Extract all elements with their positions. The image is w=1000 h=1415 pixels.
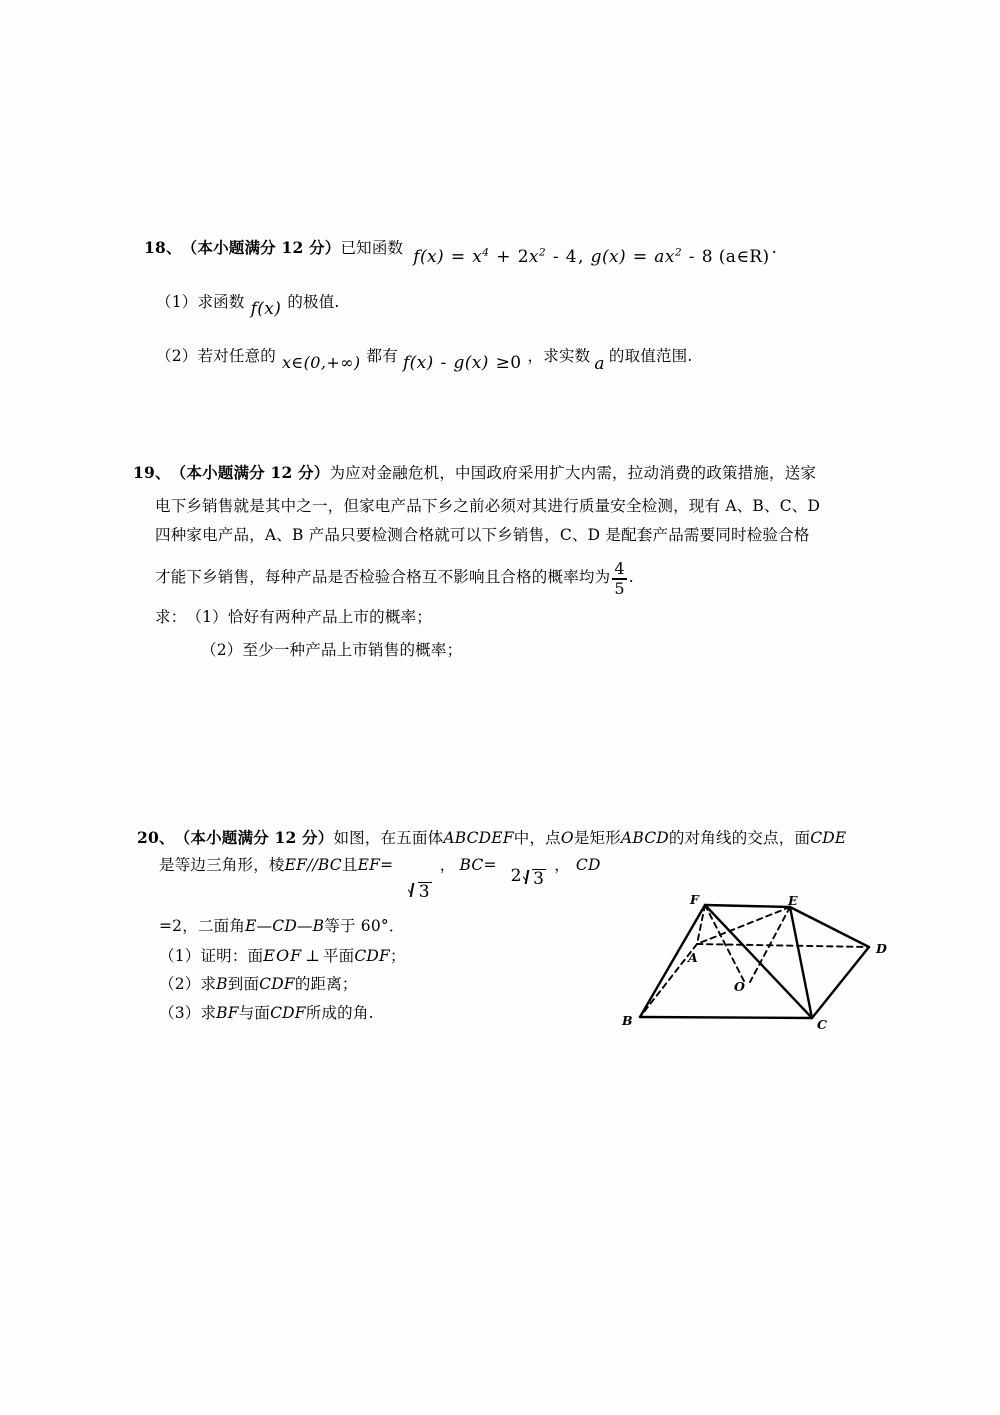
formula-minus2: - [688,247,695,267]
p20-part3-marker: （3） [159,1004,201,1022]
part-2-text-tail: 求实数 [543,347,591,365]
problem-20-line-1 [137,830,897,854]
formula-f-arg: (x) [419,247,445,267]
problem-18 [144,240,884,374]
formula-domain: (a∈R) [718,247,770,267]
vertex-label-A: A [688,950,698,965]
formula-eq2: = [632,247,648,267]
formula-coef2: 2 [517,247,529,267]
part-2-ineq-f: f(x) [402,353,434,373]
p20-part1-before: 证明：面 [200,947,264,965]
problem-18-number: 18、 [144,238,182,257]
problem-19-line-1 [133,465,893,490]
problem-19-number: 19、 [133,463,171,482]
p20-part1-end: ； [390,947,406,965]
figure-hidden-edges [640,905,869,1017]
formula-a-coef: a [654,247,665,267]
vertex-label-D: D [876,941,887,956]
p20-part3-italic-BF: BF [216,1004,239,1022]
part-2-marker: （2） [156,347,198,365]
figure-solid-edges [640,905,869,1018]
formula-plus: + [496,247,511,267]
formula-eq: = [450,247,466,267]
formula-g-var: x [664,247,675,267]
problem-20-line2-comma1: ， [439,856,456,874]
problem-20-number: 20、 [137,828,175,847]
p20-part2-mid: 到面 [227,975,260,993]
edge-FC [705,905,812,1018]
problem-18-marks: （本小题满分 12 分） [181,238,341,257]
problem-20-line2-a: 是等边三角形，棱 [159,856,285,874]
problem-18-stem-lead: 已知函数 [340,239,404,257]
problem-19-line-2: 电下乡销售就是其中之一，但家电产品下乡之前必须对其进行质量安全检测，现有 A、B、C、D [155,497,821,515]
problem-20-line3-eq: =2， [159,917,198,935]
fraction-numerator: 4 [614,559,625,579]
problem-19-ask-label: 求： [155,608,187,626]
problem-20-line-2 [137,856,897,902]
formula-comma: , [578,247,584,267]
edge-CB [640,1017,812,1018]
part-2-text-end: 的取值范围. [608,347,693,365]
part-1-text-before: 求函数 [197,293,245,311]
p20-part3-italic-CDF: CDF [270,1004,306,1022]
radical-1-radicand: 3 [418,882,430,902]
formula-exp2: 2 [538,246,547,259]
vertex-label-F: F [690,892,699,907]
formula-g-arg: (x) [601,247,626,267]
probability-period: . [628,568,634,587]
problem-20-italic-CDE: CDE [810,829,847,847]
formula-f-name: f [413,247,420,267]
part-2-domain: x∈(0,+∞) [281,353,361,372]
solid-figure-ABCDEF [598,886,898,1046]
radical-2-radicand: 3 [533,869,545,889]
edge-DC [812,947,869,1018]
problem-18-part-2 [144,348,884,374]
formula-minus: - [552,247,559,267]
problem-20-line1-b: 中，点 [513,829,561,847]
vertex-label-O: O [734,979,745,994]
problem-18-stem [144,240,884,266]
p20-part1-italic-CDF: CDF [354,947,391,965]
problem-20-line2-eq2: = [483,856,497,874]
p20-part2-italic-CDF: CDF [259,975,295,993]
p20-part1-italic-EOF: EOF [263,946,303,965]
vertex-label-E: E [788,893,798,908]
part-2-ineq-minus: - [440,353,447,373]
problem-19-line-3: 四种家电产品，A、B 产品只要检测合格就可以下乡销售，C、D 是配套产品需要同时检验合格 [155,526,810,544]
vertex-label-B: B [622,1013,633,1028]
problem-19-body-line-1: 为应对金融危机，中国政府采用扩大内需，拉动消费的政策措施，送家 [329,464,817,482]
p20-part3-end: 所成的角. [305,1004,374,1022]
vertex-label-C: C [817,1017,827,1032]
p20-part2-marker: （2） [159,975,201,993]
problem-19-body-line-4: 才能下乡销售，每种产品是否检验合格互不影响且合格的概率均为 [155,568,611,587]
problem-20-line2-comma2: ， [554,856,570,874]
problem-18-part-1 [144,294,884,320]
problem-20-italic-ABCD: ABCD [620,829,669,847]
formula-const1: 4 [565,247,578,267]
problem-19-question-1-text: （1）恰好有两种产品上市的概率； [186,608,432,626]
problem-20-line1-d: 的对角线的交点，面 [668,829,811,847]
fraction-denominator: 5 [614,578,625,598]
radical-2-coef: 2 [510,866,522,886]
part-2-text-before: 若对任意的 [197,347,276,365]
figure-vertex-labels [621,892,887,1032]
problem-18-period: . [771,238,778,258]
problem-20-line3-b: 等于 60°． [324,917,405,935]
formula-exp1: 4 [482,246,490,259]
problem-19 [133,465,893,662]
problem-20-line3-a: 二面角 [197,917,246,935]
p20-part2-italic-B: B [216,975,228,993]
part-2-text-mid: 都有 [366,347,398,365]
radical-2-sign [522,867,533,886]
p20-part2-end: 的距离； [294,975,358,993]
probability-fraction [610,561,628,597]
p20-part3-mid: 与面 [238,1004,271,1022]
problem-20-italic-O: O [560,829,574,847]
problem-20-line1-c: 是矩形 [573,829,621,847]
formula-var1: x [472,247,483,267]
edge-ED [790,907,869,947]
problem-20-marks: （本小题满分 12 分） [174,828,334,847]
edge-FE [705,905,790,907]
problem-19-line-4 [133,558,893,598]
problem-20-italic-EF-BC: EF//BC [284,856,342,874]
figure-svg [598,886,898,1046]
formula-g-exp: 2 [674,246,682,259]
part-2-comma: ， [527,347,544,365]
problem-20-line2-eq: = [380,856,394,874]
radical-2sqrt3 [510,866,547,889]
problem-19-marks: （本小题满分 12 分） [170,463,330,482]
edge-AD-dashed [697,944,869,947]
p20-part1-perp: ⊥ [305,947,320,965]
problem-20-line1-a: 如图，在五面体 [333,829,444,847]
edge-EO-dashed [750,907,790,982]
problem-20-italic-BC: BC [459,856,484,874]
p20-part1-marker: （1） [159,947,201,965]
problem-20-italic-dihedral: E—CD—B [245,917,325,935]
p20-part3-before: 求 [200,1004,217,1022]
radical-sqrt3 [407,880,432,902]
part-1-marker: （1） [156,293,198,311]
formula-const2: 8 [701,247,713,267]
part-2-ineq-g: g(x) [453,353,489,373]
problem-19-question-1 [133,610,893,634]
problem-20-italic-CD: CD [575,856,601,874]
part-1-math: f(x) [250,299,282,319]
problem-20-italic-ABCDEF: ABCDEF [443,829,514,847]
p20-part1-mid: 平面 [322,947,355,965]
part-2-ineq [403,355,523,372]
problem-19-question-2: （2）至少一种产品上市销售的概率； [201,641,463,659]
problem-18-formula [413,246,770,267]
part-2-ineq-rel: ≥0 [495,353,522,373]
part-1-text-after: 的极值. [287,293,340,311]
edge-EC [790,907,812,1018]
formula-g-name: g [590,247,602,267]
formula-var2: x [528,247,539,267]
p20-part2-before: 求 [200,975,217,993]
problem-20-italic-EF: EF [357,856,381,874]
radical-1-sign [407,880,418,899]
part-2-var: a [594,354,605,374]
problem-20-line2-b: 且 [341,856,358,874]
